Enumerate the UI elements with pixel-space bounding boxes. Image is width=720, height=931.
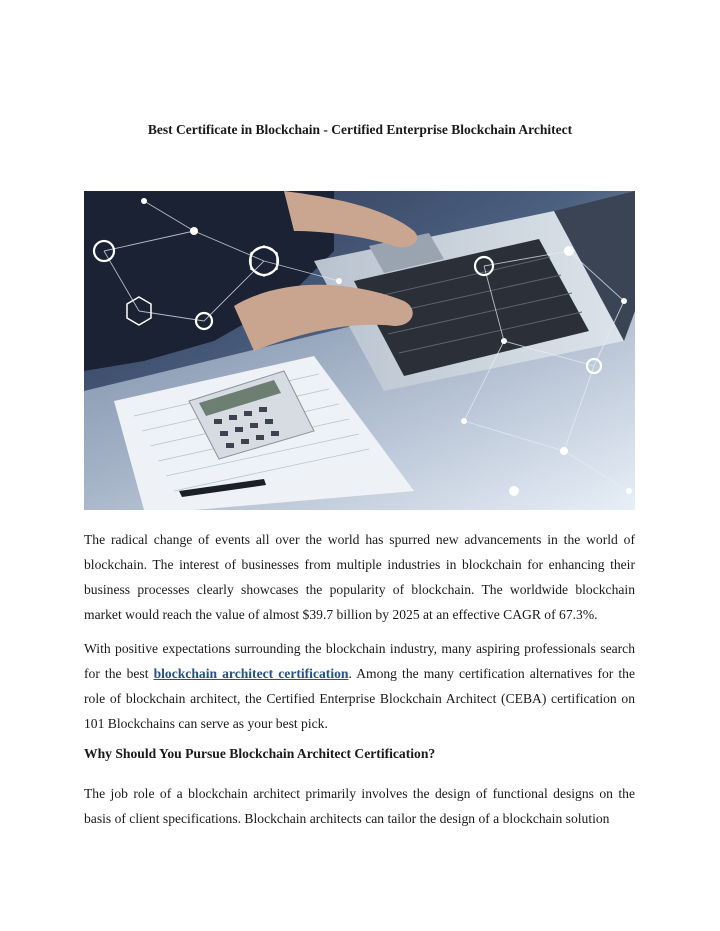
blockchain-architect-certification-link[interactable]: blockchain architect certification bbox=[153, 666, 349, 681]
paragraph-intro: The radical change of events all over the world has spurred new advancements in the world of blockchain. The interest of businesses from multiple industries in blockchain for enhancing their business processes clearly showcases the popularity of blockchain. The worldwide blockchain market would reach the value of almost $39.7 billion by 2025 at an effective CAGR of 67.3%. bbox=[84, 532, 635, 622]
page-title: Best Certificate in Blockchain - Certified Enterprise Blockchain Architect bbox=[147, 122, 573, 137]
section-heading: Why Should You Pursue Blockchain Architect Certification? bbox=[84, 746, 436, 761]
hero-image bbox=[84, 191, 635, 510]
paragraph-expectations bbox=[84, 636, 635, 736]
hero-illustration bbox=[84, 191, 635, 510]
paragraph-expectations-tail: . Among the many certification alternatives for the role of blockchain architect, the Certified Enterprise Blockchain Architect (CEBA) certification on 101 Blockchains can serve as your best pick. bbox=[84, 666, 635, 731]
paragraph-expectations-lead: With positive expectations surrounding the blockchain industry, many aspiring professionals search for the best bbox=[84, 641, 635, 681]
paragraph-job-role: The job role of a blockchain architect primarily involves the design of functional designs on the basis of client specifications. Blockchain architects can tailor the design of a blockchain solution bbox=[84, 786, 635, 826]
